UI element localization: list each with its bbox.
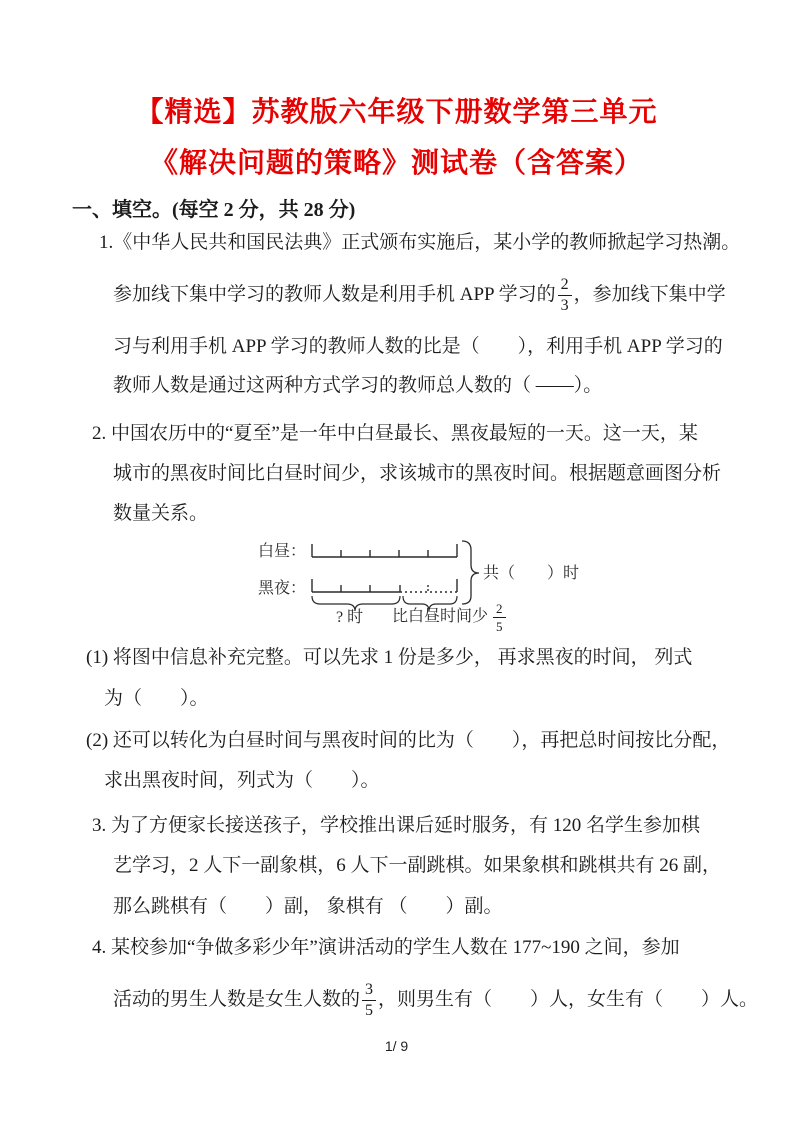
- diagram-deficit-label-row: [392, 601, 508, 633]
- question-3-line-1: 3. 为了方便家长接送孩子，学校推出课后延时服务，有 120 名学生参加棋: [92, 815, 701, 836]
- question-4-line-2: [113, 977, 758, 1023]
- question-1-line-2-pre: 参加线下集中学习的教师人数是利用手机 APP 学习的: [113, 284, 556, 305]
- question-4-line-1: 4. 某校参加“争做多彩少年”演讲活动的学生人数在 177~190 之间，参加: [92, 937, 680, 958]
- fraction-two-thirds: [558, 277, 572, 314]
- diagram-day-label: 白昼：: [258, 543, 307, 560]
- footer-page-number: 1/ 9: [384, 1038, 409, 1054]
- fraction-three-fifths: [362, 982, 376, 1019]
- question-1-line-1: 1.《中华人民共和国民法典》正式颁布实施后，某小学的教师掀起学习热潮。: [99, 232, 741, 253]
- right-brace-total: [462, 541, 479, 604]
- question-2-line-3: 数量关系。: [113, 503, 209, 524]
- fraction-denominator: 5: [365, 1001, 374, 1019]
- question-2-sub-2-line-2: 求出黑夜时间，列式为（ ）。: [104, 770, 380, 791]
- fraction-numerator: 2: [493, 602, 506, 618]
- question-1-line-4: 教师人数是通过这两种方式学习的教师总人数的（ ——）。: [113, 375, 603, 396]
- fraction-numerator: 3: [362, 982, 376, 1001]
- diagram-total-label: 共（ ）时: [483, 565, 580, 582]
- question-3-line-2: 艺学习，2 人下一副象棋，6 人下一副跳棋。如果象棋和跳棋共有 26 副，: [113, 855, 722, 876]
- page-title-line-1: 【精选】苏教版六年级下册数学第三单元: [135, 97, 658, 128]
- question-3-line-3: 那么跳棋有（ ）副， 象棋有 （ ）副。: [113, 896, 503, 917]
- diagram-question-hours-label: ? 时: [336, 609, 364, 626]
- question-1-line-3: 习与利用手机 APP 学习的教师人数的比是（ ），利用手机 APP 学习的: [113, 336, 723, 357]
- diagram-deficit-label: 比白昼时间少: [392, 608, 489, 625]
- question-2-sub-2-line-1: (2) 还可以转化为白昼时间与黑夜时间的比为（ ），再把总时间按比分配，: [86, 730, 731, 751]
- diagram-night-label: 黑夜：: [258, 580, 307, 597]
- page-title-line-2: 《解决问题的策略》测试卷（含答案）: [149, 148, 643, 179]
- question-2-sub-1-line-1: (1) 将图中信息补充完整。可以先求 1 份是多少， 再求黑夜的时间， 列式: [86, 647, 693, 668]
- fraction-denominator: 5: [496, 618, 503, 634]
- question-1-line-2: [113, 272, 726, 318]
- question-2-sub-1-line-2: 为（ ）。: [104, 688, 209, 709]
- question-1-line-2-post: ，参加线下集中学: [573, 284, 726, 305]
- question-2-line-1: 2. 中国农历中的“夏至”是一年中白昼最长、黑夜最短的一天。这一天，某: [92, 423, 698, 444]
- question-2-line-2: 城市的黑夜时间比白昼时间少，求该城市的黑夜时间。根据题意画图分析: [113, 463, 722, 484]
- section-1-heading: 一、填空。(每空 2 分，共 28 分): [72, 199, 356, 221]
- fraction-denominator: 3: [560, 296, 569, 314]
- bar-model-diagram: [250, 533, 590, 638]
- question-4-line-2-pre: 活动的男生人数是女生人数的: [113, 989, 361, 1010]
- fraction-two-fifths: [493, 602, 506, 633]
- fraction-numerator: 2: [558, 277, 572, 296]
- question-4-line-2-post: ，则男生有（ ）人，女生有（ ）人。: [378, 989, 759, 1010]
